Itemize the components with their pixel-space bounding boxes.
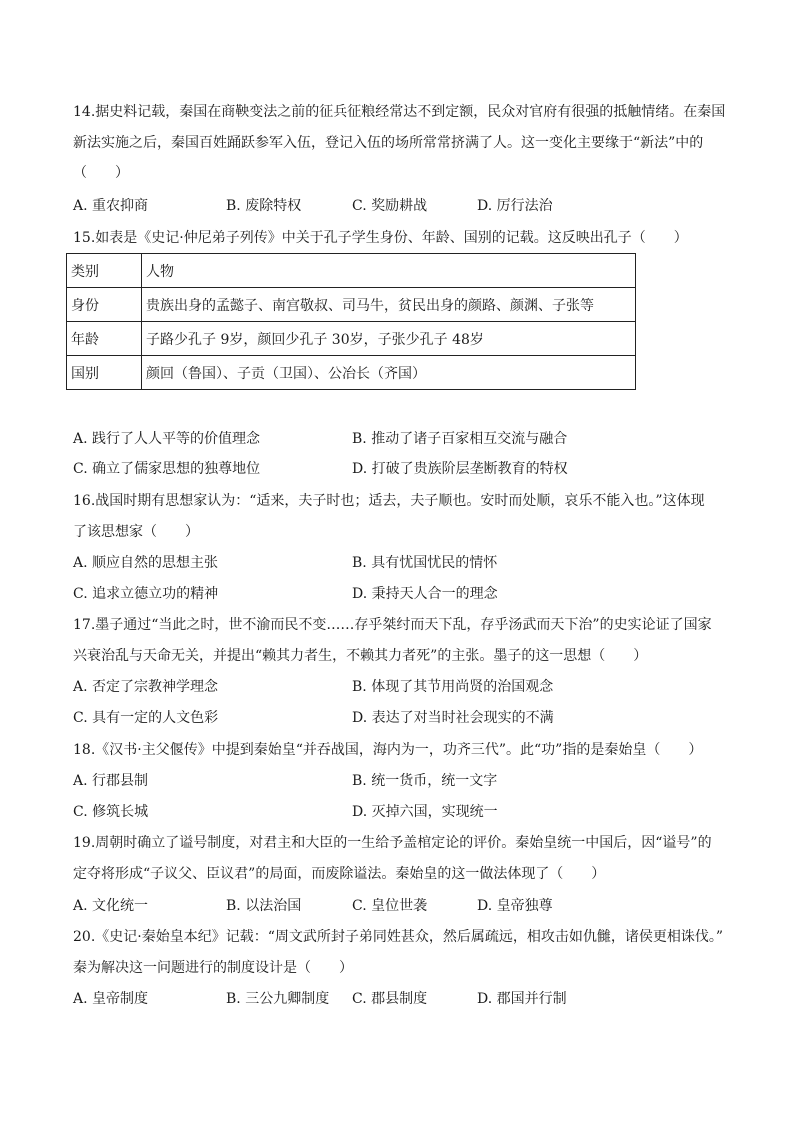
- q19-stem-line-2: 定夺将形成“子议父、臣议君”的局面，而废除谥法。秦始皇的这一做法体现了（ ）: [73, 866, 606, 882]
- table-cell: 子路少孔子 9岁，颜回少孔子 30岁，子张少孔子 48岁: [142, 322, 636, 356]
- q17-option-b: B. 体现了其节用尚贤的治国观念: [352, 679, 554, 695]
- q20-option-d: D. 郡国并行制: [477, 991, 567, 1007]
- q16-option-d: D. 秉持天人合一的理念: [352, 586, 498, 602]
- table-row: [67, 356, 636, 390]
- table-cell: 年龄: [67, 322, 142, 356]
- q15-option-a: A. 践行了人人平等的价值理念: [73, 431, 261, 447]
- q18-option-d: D. 灭掉六国，实现统一: [352, 804, 498, 820]
- q15-stem: 15.如表是《史记·仲尼弟子列传》中关于孔子学生身份、年龄、国别的记载。这反映出孔子（ ）: [73, 230, 688, 246]
- table-cell: 贵族出身的孟懿子、南宫敬叔、司马牛，贫民出身的颜路、颜渊、子张等: [142, 288, 636, 322]
- q19-stem-line-1: 19.周朝时确立了谥号制度，对君主和大臣的一生给予盖棺定论的评价。秦始皇统一中国后，因“谥号”的: [73, 835, 712, 851]
- q20-option-c: C. 郡县制度: [352, 991, 428, 1007]
- q14-stem-line-2: 新法实施之后，秦国百姓踊跃参军入伍，登记入伍的场所常常挤满了人。这一变化主要缘于“新法”中的: [73, 135, 704, 151]
- q17-stem-line-1: 17.墨子通过“当此之时，世不渝而民不变……存乎桀纣而天下乱，存乎汤武而天下治”的史实论证了国家: [73, 617, 712, 633]
- q16-option-c: C. 追求立德立功的精神: [73, 586, 219, 602]
- q14-option-b: B. 废除特权: [226, 198, 302, 214]
- q14-stem-line-3: （ ）: [73, 165, 129, 181]
- q18-option-c: C. 修筑长城: [73, 804, 149, 820]
- q18-stem: 18.《汉书·主父偃传》中提到秦始皇“并吞战国，海内为一，功齐三代”。此“功”指的是秦始皇（ ）: [73, 742, 703, 758]
- q20-stem-line-1: 20.《史记·秦始皇本纪》记载：“周文武所封子弟同姓甚众，然后属疏远，相攻击如仇雠，诸侯更相诛伐。”: [73, 929, 724, 945]
- table-cell: 身份: [67, 288, 142, 322]
- table-row: [67, 254, 636, 288]
- q19-option-a: A. 文化统一: [73, 898, 149, 914]
- table-cell: 颜回（鲁国）、子贡（卫国）、公冶长（齐国）: [142, 356, 636, 390]
- q20-option-b: B. 三公九卿制度: [226, 991, 330, 1007]
- q17-stem-line-2: 兴衰治乱与天命无关，并提出“赖其力者生，不赖其力者死”的主张。墨子的这一思想（ ）: [73, 648, 648, 664]
- q14-option-c: C. 奖励耕战: [352, 198, 428, 214]
- q19-option-c: C. 皇位世袭: [352, 898, 428, 914]
- q19-option-d: D. 皇帝独尊: [477, 898, 553, 914]
- q14-stem-line-1: 14.据史料记载，秦国在商鞅变法之前的征兵征粮经常达不到定额，民众对官府有很强的抵触情绪。在秦国: [73, 104, 726, 120]
- q14-option-a: A. 重农抑商: [73, 198, 149, 214]
- q19-option-b: B. 以法治国: [226, 898, 302, 914]
- table-row: [67, 322, 636, 356]
- table-row: [67, 288, 636, 322]
- q20-stem-line-2: 秦为解决这一问题进行的制度设计是（ ）: [73, 960, 353, 976]
- q15-option-b: B. 推动了诸子百家相互交流与融合: [352, 431, 568, 447]
- q15-table: [66, 253, 636, 390]
- q15-option-c: C. 确立了儒家思想的独尊地位: [73, 461, 261, 477]
- q18-option-b: B. 统一货币，统一文字: [352, 773, 498, 789]
- q16-option-b: B. 具有忧国忧民的情怀: [352, 555, 498, 571]
- q16-stem-line-1: 16.战国时期有思想家认为：“适来，夫子时也；适去，夫子顺也。安时而处顺，哀乐不能入也。”这体现: [73, 493, 705, 509]
- q15-option-d: D. 打破了贵族阶层垄断教育的特权: [352, 461, 568, 477]
- q17-option-d: D. 表达了对当时社会现实的不满: [352, 710, 554, 726]
- q17-option-c: C. 具有一定的人文色彩: [73, 710, 219, 726]
- q17-option-a: A. 否定了宗教神学理念: [73, 679, 219, 695]
- table-cell: 国别: [67, 356, 142, 390]
- q16-stem-line-2: 了该思想家（ ）: [73, 524, 199, 540]
- table-cell: 人物: [142, 254, 636, 288]
- q18-option-a: A. 行郡县制: [73, 773, 149, 789]
- q16-option-a: A. 顺应自然的思想主张: [73, 555, 219, 571]
- q20-option-a: A. 皇帝制度: [73, 991, 149, 1007]
- q14-option-d: D. 厉行法治: [477, 198, 553, 214]
- table-cell: 类别: [67, 254, 142, 288]
